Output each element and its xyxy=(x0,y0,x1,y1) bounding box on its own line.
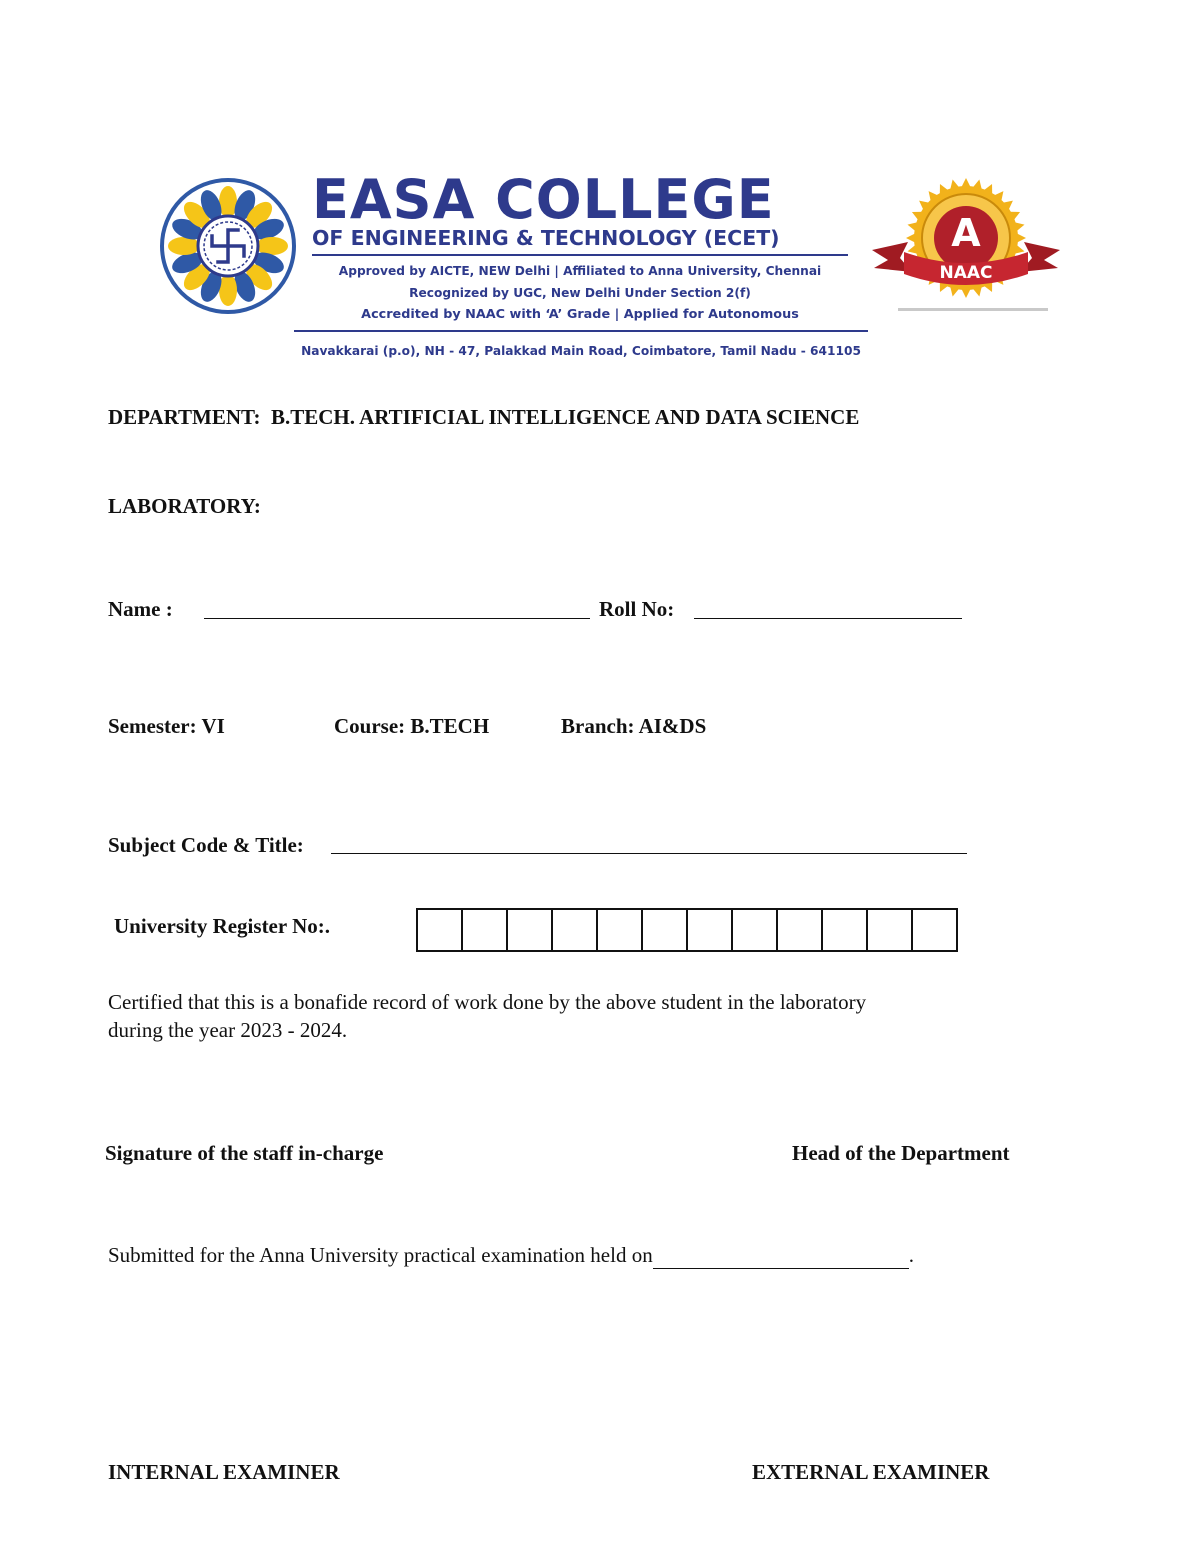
subject-field[interactable] xyxy=(331,853,967,854)
external-examiner-label: EXTERNAL EXAMINER xyxy=(752,1460,990,1484)
semester-text: Semester: VI xyxy=(108,714,225,738)
branch-text: Branch: AI&DS xyxy=(561,714,707,738)
internal-examiner-label: INTERNAL EXAMINER xyxy=(108,1460,340,1484)
register-no-label: University Register No:. xyxy=(114,914,330,938)
register-digit-box[interactable] xyxy=(598,910,643,950)
certified-line-2: during the year 2023 - 2024. xyxy=(108,1018,348,1042)
submitted-period: . xyxy=(908,1243,914,1267)
emblem-petal xyxy=(256,237,288,255)
exam-date-field[interactable] xyxy=(653,1243,909,1269)
recognition-line: Recognized by UGC, New Delhi Under Section 2(f) xyxy=(409,286,751,300)
header-divider-bottom xyxy=(294,330,868,332)
register-digit-box[interactable] xyxy=(553,910,598,950)
register-digit-box[interactable] xyxy=(778,910,823,950)
register-digit-box[interactable] xyxy=(688,910,733,950)
course-text: Course: B.TECH xyxy=(334,714,490,738)
register-digit-box[interactable] xyxy=(913,910,956,950)
roll-no-field[interactable] xyxy=(694,618,962,619)
approval-line: Approved by AICTE, NEW Delhi | Affiliated to Anna University, Chennai xyxy=(338,264,822,278)
name-field[interactable] xyxy=(204,618,590,619)
subject-label: Subject Code & Title: xyxy=(108,833,304,857)
department-line: DEPARTMENT: B.TECH. ARTIFICIAL INTELLIGENCE AND DATA SCIENCE xyxy=(108,405,860,429)
emblem-petal xyxy=(168,237,200,255)
register-digit-box[interactable] xyxy=(463,910,508,950)
register-digit-box[interactable] xyxy=(643,910,688,950)
college-address: Navakkarai (p.o), NH - 47, Palakkad Main Road, Coimbatore, Tamil Nadu - 641105 xyxy=(301,344,861,358)
submitted-line xyxy=(108,1243,914,1269)
college-name: EASA COLLEGE xyxy=(312,168,775,231)
college-subtitle: OF ENGINEERING & TECHNOLOGY (ECET) xyxy=(312,226,780,250)
emblem-petal xyxy=(219,186,237,218)
name-label: Name : xyxy=(108,597,173,621)
staff-signature-label: Signature of the staff in-charge xyxy=(105,1141,384,1165)
hod-label: Head of the Department xyxy=(792,1141,1010,1165)
submitted-text: Submitted for the Anna University practical examination held on xyxy=(108,1243,653,1267)
certified-line-1: Certified that this is a bonafide record of work done by the above student in the laboratory xyxy=(108,990,867,1014)
naac-grade-letter: A xyxy=(951,211,981,255)
register-digit-box[interactable] xyxy=(733,910,778,950)
naac-a-grade-seal-icon xyxy=(868,170,1068,320)
register-digit-box[interactable] xyxy=(868,910,913,950)
laboratory-label: LABORATORY: xyxy=(108,494,261,518)
naac-label: NAAC xyxy=(939,263,993,283)
register-digit-box[interactable] xyxy=(508,910,553,950)
header-divider-top xyxy=(312,254,848,256)
accreditation-line: Accredited by NAAC with ‘A’ Grade | Applied for Autonomous xyxy=(361,307,799,322)
college-emblem-icon xyxy=(160,178,296,314)
emblem-petal xyxy=(219,274,237,306)
roll-no-label: Roll No: xyxy=(599,597,675,621)
register-no-boxes[interactable] xyxy=(416,908,958,952)
register-digit-box[interactable] xyxy=(418,910,463,950)
register-digit-box[interactable] xyxy=(823,910,868,950)
